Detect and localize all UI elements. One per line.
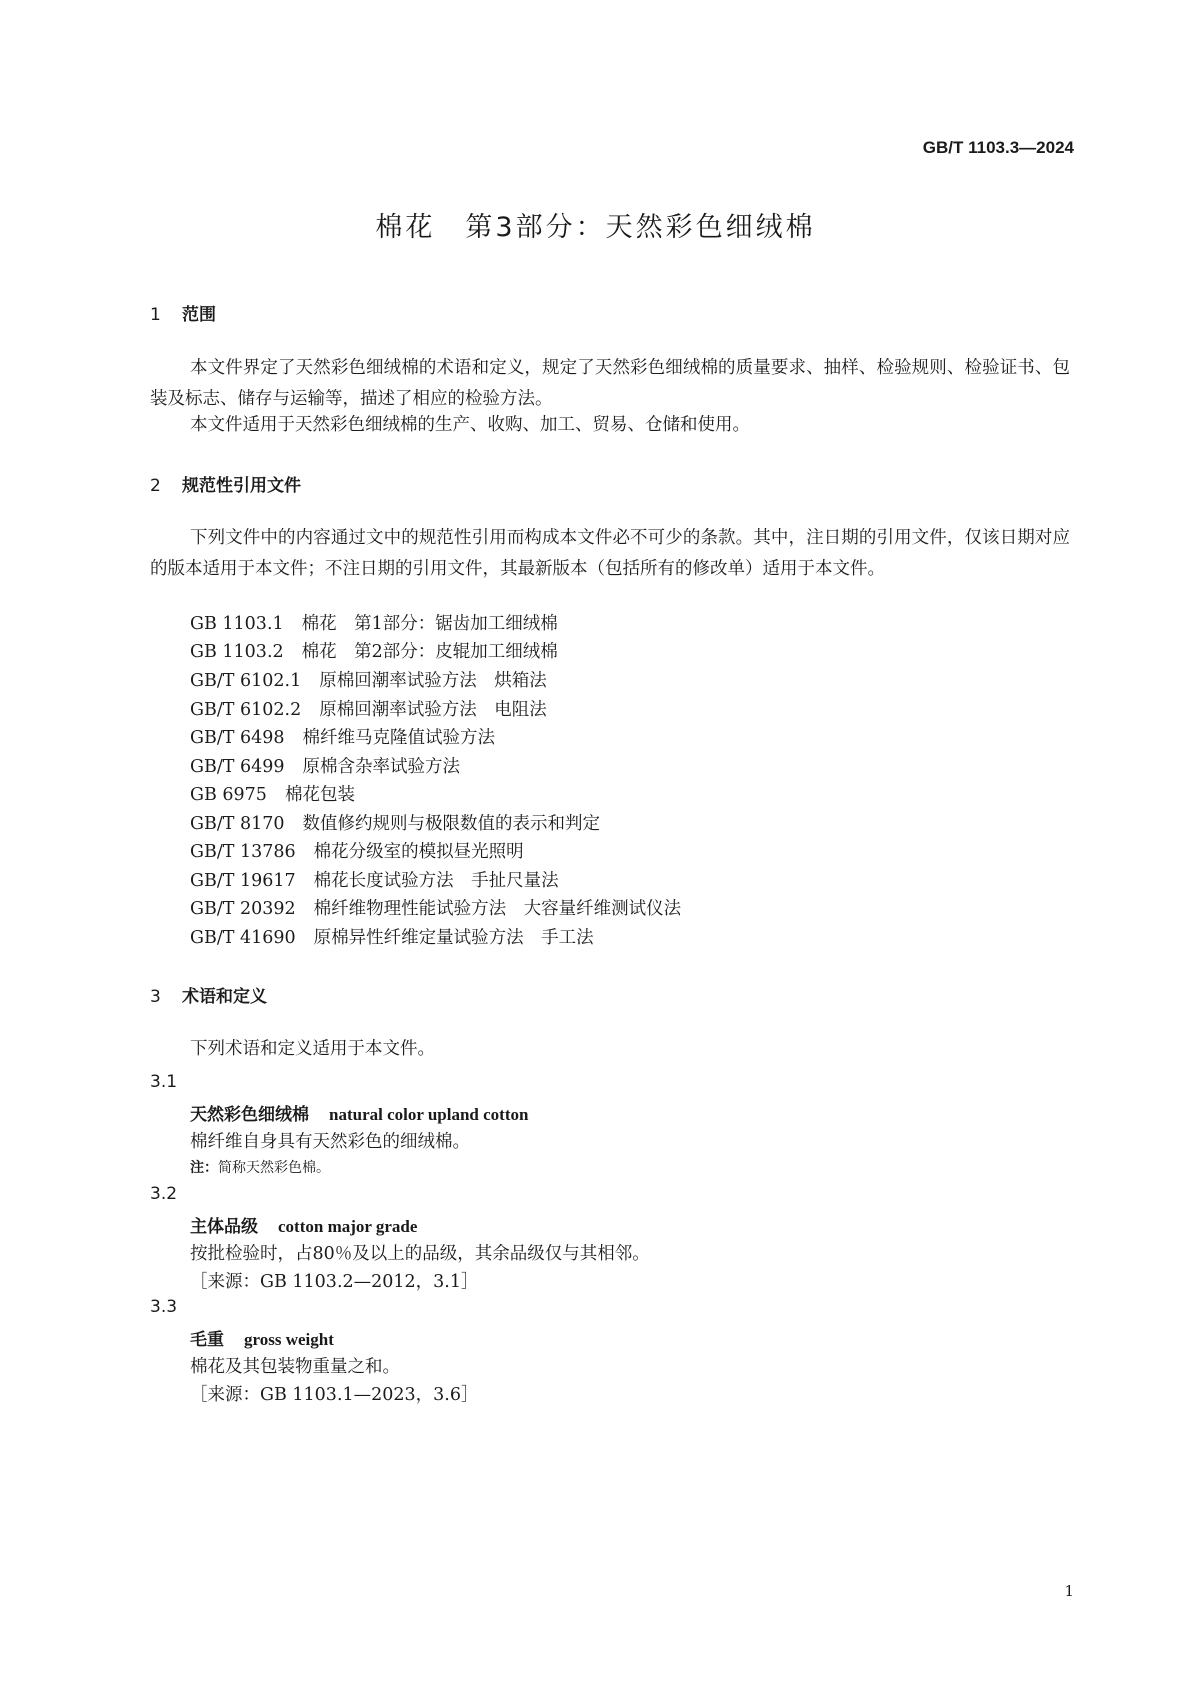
reference-title: 棉纤维物理性能试验方法 大容量纤维测试仪法 [313,899,682,919]
reference-code: GB 6975 [190,785,267,805]
reference-code: GB/T 8170 [190,814,285,834]
term-source: ［来源：GB 1103.1—2023，3.6］ [190,1385,479,1405]
term-en: cotton major grade [278,1217,418,1236]
section-number: 1 [150,305,161,325]
term-definition: 按批检验时，占80％及以上的品级，其余品级仅与其相邻。 [190,1244,650,1264]
term-zh: 天然彩色细绒棉 [190,1105,309,1125]
reference-code: GB/T 41690 [190,928,296,948]
reference-code: GB/T 20392 [190,899,296,919]
section-title: 术语和定义 [182,987,267,1007]
section-1-heading [150,300,216,325]
term-en: natural color upland cotton [329,1105,529,1124]
reference-item [190,866,559,897]
term-source: ［来源：GB 1103.2—2012，3.1］ [190,1272,479,1292]
reference-item [190,809,600,840]
reference-title: 数值修约规则与极限数值的表示和判定 [302,814,601,834]
reference-title: 原棉异性纤维定量试验方法 手工法 [313,928,594,948]
reference-item [190,695,547,726]
term-en: gross weight [244,1330,334,1349]
note-text: 简称天然彩色棉。 [218,1160,330,1176]
reference-item [190,609,558,640]
reference-item [190,723,495,754]
reference-item [190,894,681,925]
reference-code: GB 1103.2 [190,642,284,662]
reference-title: 原棉回潮率试验方法 电阻法 [319,700,547,720]
section-title: 规范性引用文件 [182,476,301,496]
reference-title: 原棉含杂率试验方法 [302,757,461,777]
reference-title: 棉花 第1部分：锯齿加工细绒棉 [301,614,558,634]
term-number: 3.3 [150,1297,178,1317]
term-heading [190,1100,528,1125]
term-heading [190,1212,417,1237]
scope-paragraph-2: 本文件适用于天然彩色细绒棉的生产、收购、加工、贸易、仓储和使用。 [190,415,750,435]
reference-item [190,780,355,811]
terms-intro: 下列术语和定义适用于本文件。 [190,1039,435,1059]
document-title: 棉花 第3部分：天然彩色细绒棉 [375,212,816,243]
term-zh: 毛重 [190,1330,224,1350]
term-definition: 棉花及其包装物重量之和。 [190,1357,400,1377]
term-number: 3.2 [150,1184,178,1204]
reference-code: GB/T 6499 [190,757,285,777]
reference-code: GB 1103.1 [190,614,284,634]
section-2-heading [150,471,301,496]
reference-code: GB/T 6102.1 [190,671,302,691]
reference-item [190,752,460,783]
reference-title: 棉花包装 [284,785,355,805]
term-definition: 棉纤维自身具有天然彩色的细绒棉。 [190,1132,470,1152]
references-intro: 下列文件中的内容通过文中的规范性引用而构成本文件必不可少的条款。其中，注日期的引用文件，仅该日期对应的版本适用于本文件；不注日期的引用文件，其最新版本（包括所有的修改单）适用于本文件。 [150,528,1070,579]
reference-title: 棉花 第2部分：皮辊加工细绒棉 [301,642,558,662]
reference-code: GB/T 19617 [190,871,296,891]
standard-number: GB/T 1103.3—2024 [922,138,1074,157]
reference-item [190,637,558,668]
note-label: 注： [190,1160,218,1176]
scope-paragraph-1: 本文件界定了天然彩色细绒棉的术语和定义，规定了天然彩色细绒棉的质量要求、抽样、检验规则、检验证书、包装及标志、储存与运输等，描述了相应的检验方法。 [150,358,1070,409]
section-number: 2 [150,476,161,496]
section-title: 范围 [182,305,216,325]
reference-code: GB/T 13786 [190,842,296,862]
term-heading [190,1325,334,1350]
reference-item [190,666,547,697]
section-3-heading [150,982,267,1007]
page-number: 1 [1064,1582,1074,1600]
reference-title: 原棉回潮率试验方法 烘箱法 [319,671,547,691]
reference-item [190,837,524,868]
reference-item [190,923,594,954]
reference-title: 棉花分级室的模拟昼光照明 [313,842,524,862]
term-zh: 主体品级 [190,1217,258,1237]
section-number: 3 [150,987,161,1007]
reference-title: 棉纤维马克隆值试验方法 [302,728,496,748]
reference-code: GB/T 6498 [190,728,285,748]
term-number: 3.1 [150,1072,178,1092]
reference-title: 棉花长度试验方法 手扯尺量法 [313,871,559,891]
term-note [190,1157,330,1177]
reference-code: GB/T 6102.2 [190,700,302,720]
